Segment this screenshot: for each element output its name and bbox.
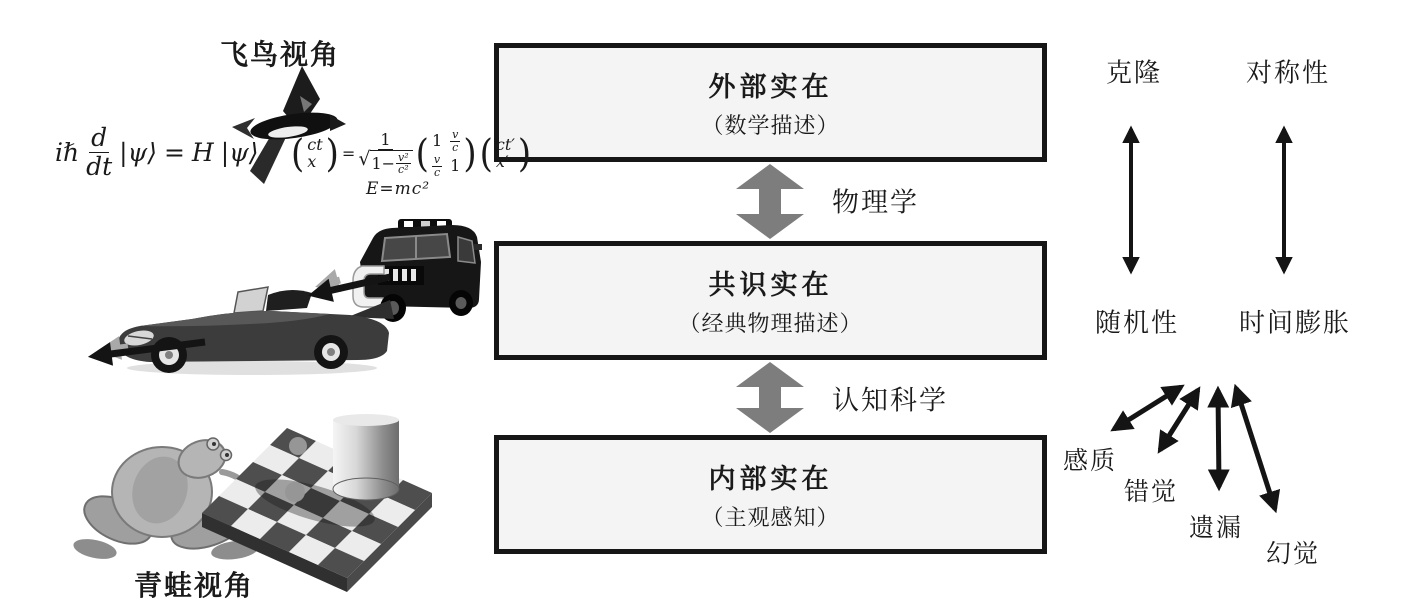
box-title: 共识实在: [708, 270, 833, 301]
cloning-label: 克隆: [1105, 58, 1163, 89]
emc2-equation: E=mc²: [366, 179, 431, 199]
box-subtitle: （数学描述）: [701, 114, 840, 139]
omission-label: 遗漏: [1188, 513, 1244, 542]
sports-car-illustration: [118, 287, 394, 375]
symmetry-label: 对称性: [1245, 58, 1331, 89]
lorentz-gamma-factor: 1 √ 1− $\frac{\text{v²}}{\text{c²}}$: [358, 131, 412, 176]
cognitive-bridge-arrow: [736, 362, 804, 433]
qualia-label: 感质: [1062, 446, 1118, 475]
qualia-arrow: [1114, 387, 1181, 429]
box-subtitle: （经典物理描述）: [678, 312, 863, 337]
external-reality-box: [494, 43, 1047, 162]
hallucination-label: 幻觉: [1265, 539, 1321, 568]
internal-reality-box: [494, 435, 1047, 554]
police-car-illustration: [353, 219, 482, 322]
box-title: 外部实在: [708, 72, 833, 103]
frog-view-label: 青蛙视角: [133, 569, 255, 602]
hallucination-arrow: [1236, 388, 1275, 509]
eq-hamiltonian: H: [191, 137, 214, 167]
physics-label: 物理学: [832, 187, 919, 219]
bird-view-label: 飞鸟视角: [219, 38, 341, 71]
lorentz-lhs-vector: ct x: [307, 134, 323, 171]
eq-ddt-fraction: $\frac{d}{dt}$: [86, 123, 113, 181]
box-title: 内部实在: [708, 464, 833, 495]
physics-bridge-arrow: [736, 164, 804, 239]
randomness-label: 随机性: [1094, 308, 1180, 339]
illusion-label: 错觉: [1123, 477, 1179, 506]
omission-arrow: [1218, 390, 1219, 487]
lorentz-matrix: 1 $\frac{v}{c}$ $\frac{v}{c}$ 1: [431, 128, 461, 179]
eq-ket-psi: |ψ⟩: [119, 137, 157, 167]
box-subtitle: （主观感知）: [701, 506, 840, 531]
eq-ket-psi-2: |ψ⟩: [220, 137, 259, 167]
eq-i-hbar: iℏ: [55, 137, 80, 167]
time-dilation-label: 时间膨胀: [1238, 308, 1352, 339]
lorentz-equation: ( ct x ) = 1 √ 1− $\frac{\text{v²}}{\text{c²}}$ ( 1 $\frac{v}{c}$ $\frac{v}{c}$ 1 ) ( ct′ x′ ): [291, 128, 532, 179]
consensus-reality-box: [494, 241, 1047, 360]
lorentz-rhs-vector: ct′ x′: [495, 134, 515, 171]
eq-equals: =: [163, 137, 185, 167]
cognitive-science-label: 认知科学: [832, 385, 948, 417]
schrodinger-equation: [55, 124, 259, 180]
